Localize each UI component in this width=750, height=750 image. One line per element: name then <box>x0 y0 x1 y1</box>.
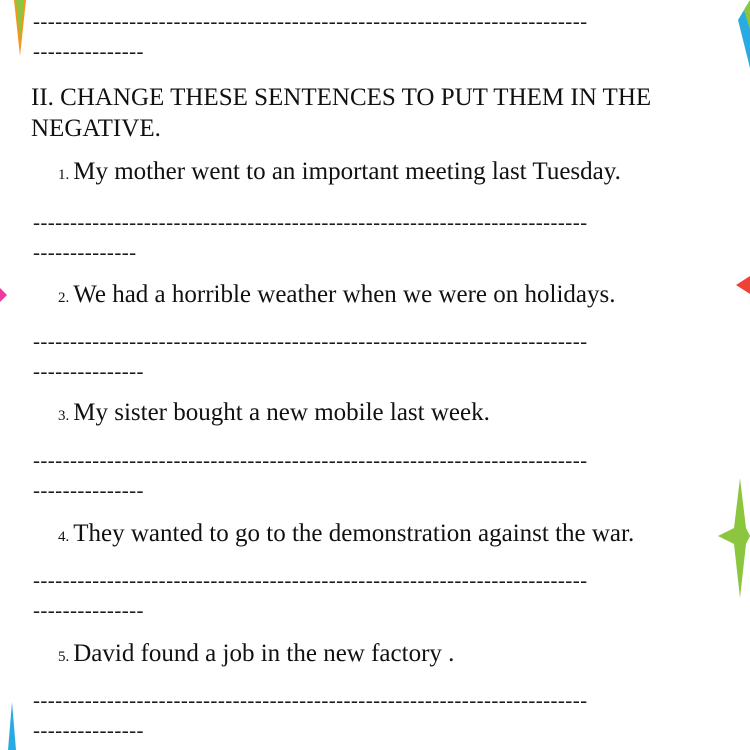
answer-line-0: --------------------------------------------------------------------------- <box>33 9 588 33</box>
answer-line-0-tail: --------------- <box>33 39 144 63</box>
item-sentence: My sister bought a new mobile last week. <box>73 399 490 426</box>
list-item-1 <box>58 158 621 186</box>
list-item-3 <box>58 399 490 427</box>
top-right-star-icon <box>728 0 750 70</box>
answer-line-3: --------------------------------------------------------------------------- <box>33 448 588 472</box>
list-item-4 <box>58 520 634 548</box>
answer-line-2: --------------------------------------------------------------------------- <box>33 329 588 353</box>
section-heading-line2: NEGATIVE. <box>31 115 161 142</box>
bottom-left-blue-star-icon <box>0 700 24 750</box>
answer-line-1: --------------------------------------------------------------------------- <box>33 210 588 234</box>
answer-line-5: --------------------------------------------------------------------------- <box>33 688 588 712</box>
item-number: 1. <box>58 167 70 183</box>
item-sentence: My mother went to an important meeting last Tuesday. <box>73 158 621 185</box>
list-item-5 <box>58 640 454 668</box>
answer-line-5-tail: --------------- <box>33 718 144 742</box>
section-heading-line1: II. CHANGE THESE SENTENCES TO PUT THEM IN THE <box>31 84 652 111</box>
left-pink-triangle-icon <box>0 288 8 302</box>
item-number: 5. <box>58 649 70 665</box>
right-red-triangle-icon <box>736 276 750 294</box>
item-sentence: David found a job in the new factory . <box>73 640 455 667</box>
right-green-star-icon <box>716 478 750 598</box>
item-sentence: They wanted to go to the demonstration against the war. <box>73 520 635 547</box>
item-number: 3. <box>58 408 70 424</box>
answer-line-1-tail: -------------- <box>33 240 137 264</box>
answer-line-2-tail: --------------- <box>33 359 144 383</box>
item-sentence: We had a horrible weather when we were on holidays. <box>73 281 616 308</box>
item-number: 2. <box>58 290 70 306</box>
list-item-2 <box>58 281 615 309</box>
answer-line-4-tail: --------------- <box>33 598 144 622</box>
answer-line-4: --------------------------------------------------------------------------- <box>33 568 588 592</box>
item-number: 4. <box>58 529 70 545</box>
answer-line-3-tail: --------------- <box>33 478 144 502</box>
